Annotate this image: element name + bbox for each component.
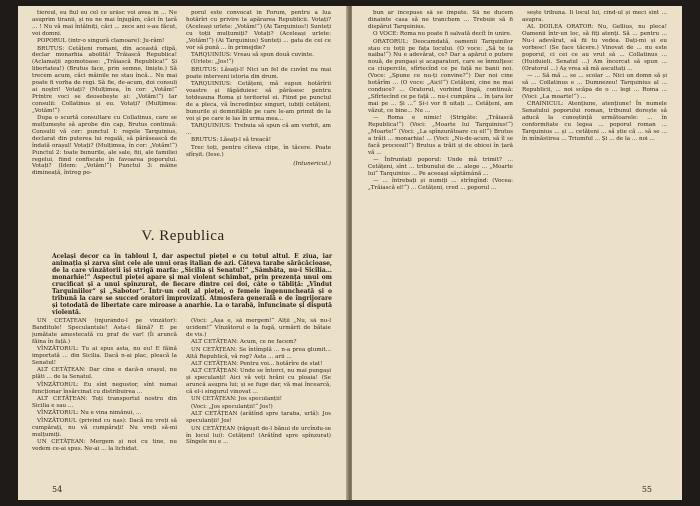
paragraph: tiereul, eu fiul eu cel ce urăsc voi avea în ... Ne asuprim tiranii, și nu ne mai înjugăm, căci în țară ... ! Nu vă mai întâlniți, căci ... zece ani s-au făcut, voi domni. bbox=[32, 10, 177, 37]
paragraph: ALT CETĂȚEAN: Dar cine e dacă-n orașul, nu plăti ... de la Senatul. bbox=[32, 367, 177, 381]
paragraph: UN CETĂȚEAN: Jos speculanții! bbox=[191, 396, 282, 403]
chapter-intro: Același decor ca în tabloul I, dar aspectul piețel e cu totul altul. E ziua, iar animația și zarva sînt cele ale unui oraș italian de azi. Câteva tarabe sărăcăcioase, de la care vînzătorii își strigă marfa: „Sicilia și Senatul!“ „Sâmbăta, nu-i Sicilia... monarhie!“ Aspectul pieței apare și mai violent schimbat, prin prezența unui om crucificat și a unui spînzurat, de fiecare dintre cei doi, câte o tăbliță: „Vîndut Tarquiniilor“ și „Sabotor“. Într-un colț al pieței, o femeie îngenuncheată și o tribună la care se succed oratori improvizați. Atmosfera generală e de îngrijorare și totodată de libertate care miroase a anarhie. La o tarabă, înfuncinate și dispută violentă. bbox=[52, 253, 332, 316]
paragraph: BRUTUS: Lăsați-l! Nici un fel de cuvînt nu mai poate interveni istoria din drum. bbox=[186, 66, 331, 80]
right-page bbox=[352, 6, 682, 500]
scene-end-direction: (Intunericul.) bbox=[293, 160, 331, 167]
paragraph: — ... întrebați și numiți ... strîngînd: (Vocea: „Trăiască el!“) ... Cetățeni, cred ... poporul ... bbox=[368, 178, 513, 192]
left-page-column-2 bbox=[186, 10, 331, 220]
paragraph: AL DOILEA ORATOR: Nu, Gellius, nu pleca! Oamenii într-un loc, să fiți atenți. Să ... pentru ... Nu-i adevărat, să fii tu vedea. Dați-mi și eu vorbesc! (Se face tăcere.) Vinovat de ... nu este poporul, ci cei ce au vrut să ... Collatinus ... (Huiduieli. Senatul ...) Am încercat să spun ... (Oratorul ...) Aș vrea să mă ascultați ... bbox=[522, 24, 667, 72]
left-page bbox=[18, 6, 348, 500]
paragraph: BRUTUS: Lăsați-l să treacă! bbox=[191, 137, 271, 144]
paragraph: ALT CETĂȚEAN: Toți transportul nostru din Sicilia e sau ... bbox=[32, 395, 177, 409]
page-number: 55 bbox=[641, 485, 652, 494]
right-page-column-2 bbox=[522, 10, 667, 482]
paragraph: Trec toți, pentru cîteva clipe, în tăcere. Poate sfîrșit. (Iese.) bbox=[186, 144, 331, 158]
paragraph: POPORUL (intr-o singură clamoare): Ju-răm! bbox=[37, 38, 165, 45]
paragraph: porul este convocat în Forum, pentru a lua hotărîri cu privire la apărarea Republicii. Votați? (Aceleași urlete: „Votăm!“) (Ai Tarquinius!) Sunteți cu toții mulțumiți? Votați? (Aceleași urlete: „Votăm!“) (Ai Tarquinius) Sunteți ... gata de cei ce vor să pună ... în primejdie? bbox=[186, 10, 331, 51]
paragraph: BRUTUS: Cetățeni romani, din această clipă, declar monarhia abolită! Trăiască Republica! (Aclamații zgomotoase: „Trăiască Republica!“ Și libertatea!) (Brutus face, prin semne, liniște.) Să trecem acum, căci mâinile ne stau încă... Nu mai poate fi vorba de regi. Să fie, de-acum, doi consuli ai noștri! Votați? (Mulțimea, în cor: „Votăm!“ Printre voci se deosebește și: „Votăm!“) Iar consulii: Collatinus și eu. Votați? (Mulțimea: „Votăm!“) bbox=[32, 45, 177, 114]
paragraph: bun ar începuse să se împute. Să ne ducem dinainte casa să ne tranchem ... Trebuie să fi dispărut Tarquinius. bbox=[368, 10, 513, 30]
paragraph: TARQUINIUS: Vreau să spun două cuvinte. bbox=[191, 51, 314, 58]
paragraph: CRAINICUL: Atențiune, atențiune! În numele Senatului poporului roman, tribunul dorește să aducă la cunoștință următoarele: ... în conformitate cu legea ... poporul roman ... Tarquinius ... și ... cetățeni ... să știe că ... să se ... în mînăstirea ... Triumful ... Și ... de la ... noi ... bbox=[522, 101, 667, 142]
paragraph: UN CETĂȚEAN (răgușit de-l bănui de urcîndu-se în locul lui): Cetățeni! (Arătînd spre spînzurat) Sîngele nu e ... bbox=[186, 425, 331, 446]
left-page-column-4 bbox=[186, 318, 331, 486]
paragraph: VÎNZĂTORUL: Eu sînt negustor, sînt numai funcționar însărcinat cu distribuirea ... bbox=[32, 381, 177, 395]
paragraph: ALT CETĂȚEAN: Acum, ce ne facem? bbox=[191, 339, 297, 346]
paragraph: (Voci: „Așa e, să mergem!“ Alții „Nu, să nu-l ucidem!“ Vînzătorul e la fugă, urmărit de bătaie de vis.) bbox=[186, 318, 331, 338]
page-number: 54 bbox=[52, 485, 63, 494]
paragraph: ALT CETĂȚEAN: Unde se întorci, nu mai pungași și speculanți! Aici vă veți hrăni cu ploaia! (Se aruncă asupra lui; și se fuge dar, vă mai încearcă, că el-i singurul vinovat ... bbox=[186, 368, 331, 396]
paragraph: (Urlete: „Jos!“) bbox=[191, 59, 234, 66]
left-page-column-1 bbox=[32, 10, 177, 220]
paragraph: UN CETĂȚEAN: Mergem și noi cu tine, nu vedem ce-ai spus. Ne-ai ... la lichidat. bbox=[32, 438, 177, 452]
paragraph: ORATORUL: Deocamdată, oamenii Tarquinilor stau cu toții pe fața locului. (O voce: „Să te ia naiba!“) Nu e adevărat, ce? Dar a apărut o putere nouă, de pungași și acaparatori, care se înmulțesc ca ciupercile, sfîrtecînd ce pe față ne banii noi. (Voce: „Spune ce nu-ți convine?“) Dar noi cine hotărîm ... (O voce: „Aici!“) Cetățeni, cine ne mai conduce? ... Oratorul, vorbind lîngă, continuă: „Sfîrtecînd ce pe față ... nu-i cumpăra ... în țara lor mai pe ... Și ...“ Și-i vor fi uitați ... Cetățeni, am văzut, ce bine... Nu ... bbox=[368, 38, 513, 114]
paragraph: sește tribuna. Îi locul lui, cînd-ul și meci sînt ... asupra. bbox=[522, 10, 667, 23]
paragraph: O VOCE: Roma nu poate fi salvată decît în unire. bbox=[373, 31, 512, 38]
paragraph: — Înfruntați poporul: Unde mă trimit? ... Cetățeni, sînt ... tribunului de ... alege ... „Moarte lui“ Tarquinius ... Pe aceeași săptămână ... bbox=[368, 157, 513, 177]
left-page-column-3 bbox=[32, 318, 177, 486]
paragraph: UN CETĂȚEAN (injurându-l pe vînzător): Banditule! Speculantule! Asta-i făină? E pe jumătate amestecată cu praf de var! (Îi aruncă făina în față.) bbox=[32, 318, 177, 345]
paragraph: ALT CETĂȚEAN: Pentru voi... hotărîre de stat! bbox=[191, 360, 323, 367]
right-page-column-1 bbox=[368, 10, 513, 482]
paragraph: TARQUINIUS: Cetățeni, mă supun hotărîrii voastre și făgăduiesc să părăsesc pentru totdeauna Roma și teritoriul ei. Fiind pe punctul de a pleca, vă încredințez singuri, iubiți cetățeni, bunurile și demnitățile pe care le-am primit de la voi și pe care le las în urma mea... bbox=[186, 81, 331, 122]
paragraph: ALT CETĂȚEAN (arătînd spre taraba, urlă): Jos speculanții! Jos! bbox=[186, 411, 331, 425]
paragraph: VÎNZĂTORUL: Nu e vina nimănui, ... bbox=[37, 410, 142, 417]
paragraph: VÎNZĂTORUL: Tu ai spus asta, nu eu! E făină importată ... din Sicilia. Dacă n-ai plac, pleacă la Senatul! bbox=[32, 346, 177, 366]
paragraph: TARQUINIUS: Trebuia să spun că am vorbit, am ... bbox=[186, 123, 331, 136]
paragraph: — ... Să mă ... se ... scolar ... Nici un domn să și să ... Collatinus e ... Dumnezeu! Tarquinius al ... Republicii, ... noi scăpa de o ... legi ... Roma ... (Voci: „La moarte!“) ... bbox=[522, 73, 667, 100]
paragraph: (Voci: „Jos speculanții!“ Jos!) bbox=[191, 403, 273, 410]
paragraph: UN CETĂȚEAN: Se întîmplă ... n-a prea glumit... Altă Republică, vă rog? Asta ... arii ... bbox=[186, 346, 331, 360]
paragraph: — Roma e nimic! (Strigăte: „Trăiască Republica!“) (Voci: „Moarte lui Tarquinius!“) „Moarte!“ (Voci: „La spînzurătoare cu el!“) Brutus a trăit ... monarhia! ... (Voci: „Nu-de-acum, să îl se facă procesul!“) Brutus a trăit și de obicei în țară vă ... bbox=[368, 115, 513, 156]
chapter-title: V. Republica bbox=[141, 228, 225, 244]
paragraph: VÎNZĂTORUL (privind cu nas): Dacă nu vreți să cumpărați, nu vă cumpărați! Nu vreți să-mi mulțumiți. bbox=[32, 417, 177, 438]
paragraph: Dupa o scurtă consultare cu Collatinus, care se mulțumește să aprobe din cap, Brutus continuă: Consulii vă cer: punctul I: regele Tarquinius, declarat din puterea lui regală, să părăsească de îndată orașul! Votați? (Mulțimea, în cor: „Votăm!“) Punctul 2: toate bunurile, ale sale, fiii, ale familiei regelui, fiind confiscate în favoarea poporului. Votați? (Idem: „Votăm!“) Punctul 3: mâine dimineață, întreg po- bbox=[32, 115, 177, 177]
